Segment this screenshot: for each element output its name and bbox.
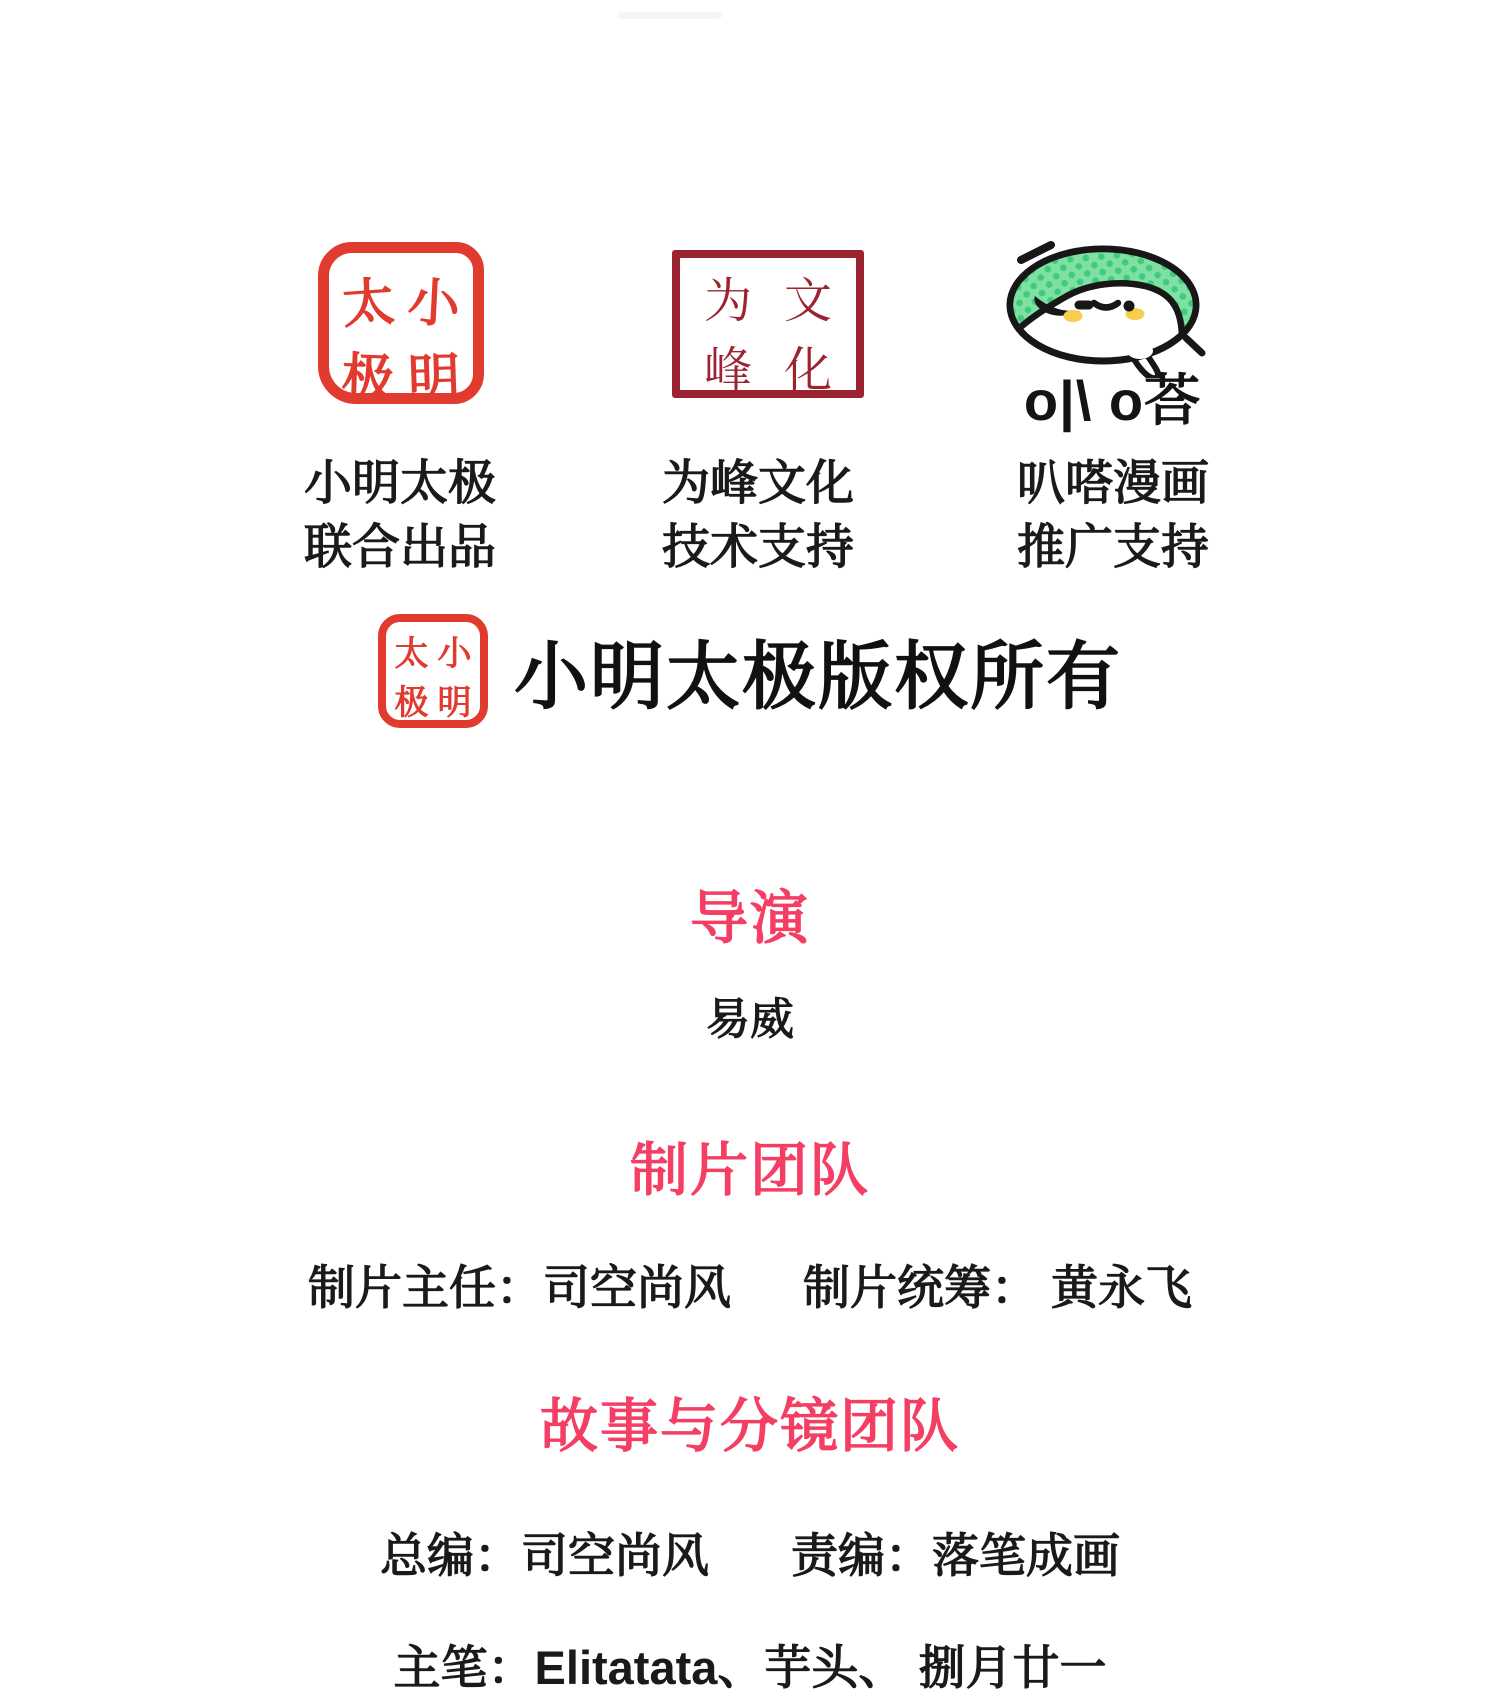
seal-char: 小 [437, 634, 472, 674]
caption-line: 小明太极 [303, 457, 496, 510]
production-team-heading: 制片团队 [629, 1138, 870, 1203]
credit-entry: 制片主任：司空尚风 [307, 1261, 731, 1314]
credit-entry: 总编：司空尚风 [380, 1529, 709, 1582]
lead-artists-line: 主笔：Elitatata、芋头、 捌月廿一 [393, 1641, 1107, 1694]
seal-char: 明 [437, 683, 472, 723]
seal-char: 明 [407, 347, 462, 410]
seal-char: 极 [394, 683, 429, 723]
caption-line: 为峰文化 [661, 457, 854, 510]
weifeng-culture-seal [672, 250, 864, 398]
producer-caption [260, 452, 540, 580]
seal-char: 小 [406, 271, 462, 336]
promo-caption [973, 452, 1253, 580]
copyright-seal [378, 614, 488, 728]
copyright-text: 小明太极版权所有 [514, 635, 1122, 718]
top-smudge-artifact [618, 12, 722, 19]
director-heading: 导演 [689, 886, 810, 951]
caption-line: 技术支持 [661, 521, 854, 574]
xiaoming-taiji-seal [318, 242, 484, 410]
director-name: 易威 [706, 995, 794, 1044]
credit-entry: 责编：落笔成画 [791, 1529, 1120, 1582]
seal-char: 太 [340, 271, 397, 336]
seal-char: 峰 [703, 342, 752, 398]
seal-char: 化 [783, 342, 832, 398]
bada-mascot-icon [1005, 226, 1220, 378]
seal-char: 文 [783, 273, 832, 329]
bada-wordmark: o|\ o荅 [1023, 369, 1202, 432]
caption-line: 叭嗒漫画 [1016, 457, 1209, 510]
seal-char: 极 [340, 347, 395, 410]
tech-caption [618, 452, 898, 580]
credit-entry: 制片统筹： 黄永飞 [802, 1261, 1193, 1314]
caption-line: 推广支持 [1016, 521, 1209, 574]
caption-line: 联合出品 [303, 521, 496, 574]
production-team-line [0, 1262, 1500, 1314]
editors-line [0, 1530, 1500, 1582]
seal-char: 为 [703, 273, 752, 329]
story-team-heading: 故事与分镜团队 [539, 1394, 960, 1459]
copyright-row [0, 614, 1500, 728]
seal-char: 太 [394, 634, 429, 674]
